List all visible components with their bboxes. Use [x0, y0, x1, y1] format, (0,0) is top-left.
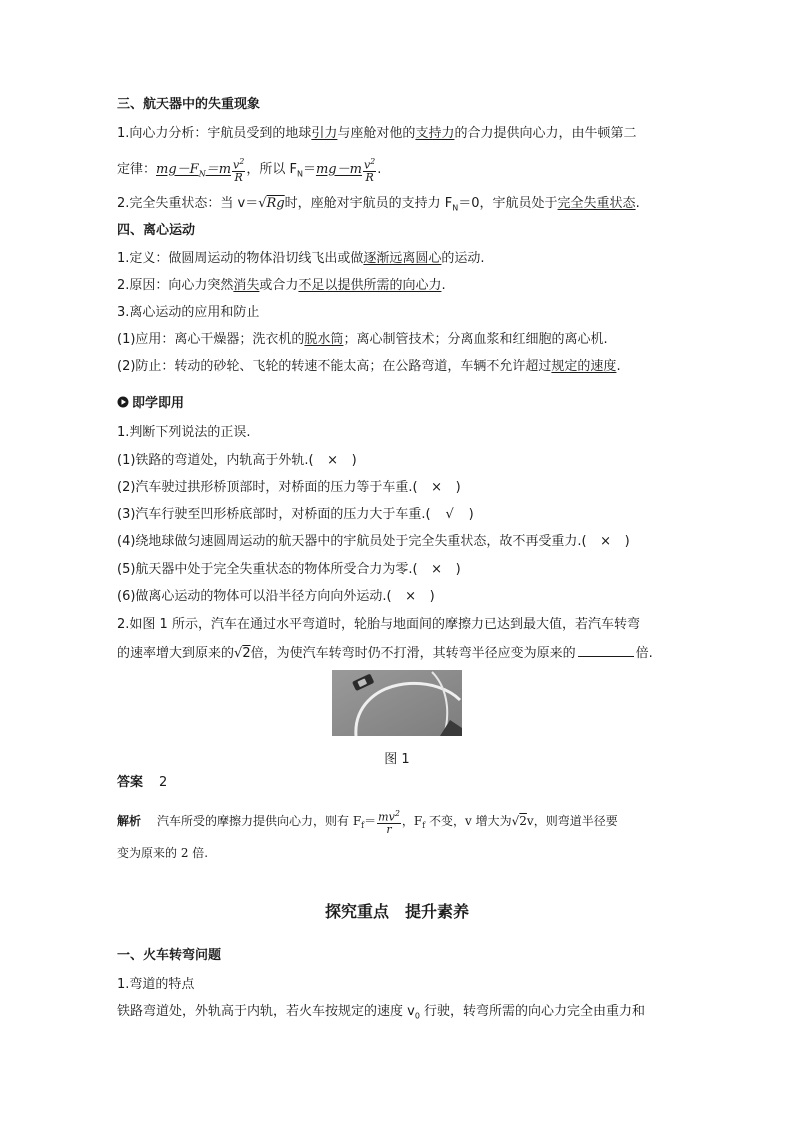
judgement-item: (6)做离心运动的物体可以沿半径方向向外运动.( × )	[117, 589, 435, 604]
complete-weightlessness-line: 2.完全失重状态：当 v＝√Rg时，座舱对宇航员的支持力 $F_N=0$，宇航员处于完全失重状态.	[117, 196, 640, 213]
question-2-line2: 的速率增大到原来的√2倍，为使汽车转弯时仍不打滑，其转弯半径应变为原来的 倍.	[117, 646, 653, 661]
centrifugal-prevention: (2)防止：转动的砂轮、飞轮的转速不能太高；在公路弯道，车辆不允许超过规定的速度.	[117, 359, 621, 374]
centrifugal-definition: 1.定义：做圆周运动的物体沿切线飞出或做逐渐远离圆心的运动.	[117, 251, 485, 266]
section-heading-centrifugal: 四、离心运动	[117, 223, 196, 238]
section-heading-weightlessness: 三、航天器中的失重现象	[117, 97, 261, 112]
judgement-item: (1)铁路的弯道处，内轨高于外轨.( × )	[117, 453, 357, 468]
section-title-explore: 探究重点 提升素养	[324, 902, 469, 921]
play-circle-icon	[117, 396, 129, 408]
question-1-title: 1.判断下列说法的正误.	[117, 425, 251, 440]
train-curve-paragraph: 铁路弯道处，外轨高于内轨，若火车按规定的速度 $v_0$ 行驶，转弯所需的向心力完全由重力和	[117, 1004, 646, 1021]
judgement-item: (5)航天器中处于完全失重状态的物体所受合力为零.( × )	[117, 562, 461, 577]
centrifugal-cause: 2.原因：向心力突然消失或合力不足以提供所需的向心力.	[117, 278, 446, 293]
subheading-curve-features: 1.弯道的特点	[117, 977, 195, 992]
figure-car-on-curve	[332, 670, 462, 736]
judgement-item: (3)汽车行驶至凹形桥底部时，对桥面的压力大于车重.( √ )	[117, 507, 474, 522]
centrifugal-apps-heading: 3.离心运动的应用和防止	[117, 305, 260, 320]
judgement-item: (2)汽车驶过拱形桥顶部时，对桥面的压力等于车重.( × )	[117, 480, 461, 495]
fraction-v2-over-r: $\frac{v^2}{R}$	[233, 157, 245, 184]
centrifugal-application: (1)应用：离心干燥器；洗衣机的脱水筒；离心制管技术；分离血浆和红细胞的离心机.	[117, 332, 608, 347]
car-curve-photo	[332, 670, 462, 736]
analysis-line2: 变为原来的 2 倍.	[117, 846, 209, 860]
centripetal-analysis-line1: 1.向心力分析：宇航员受到的地球引力与座舱对他的支持力的合力提供向心力，由牛顿第二	[117, 126, 637, 141]
practice-heading: 即学即用	[117, 396, 184, 412]
analysis-line1: 解析 汽车所受的摩擦力提供向心力，则有 $F_f=$ $\frac{mv^2}{r}$ ，$F_f$ 不变，v 增大为√2v，则弯道半径要	[117, 809, 618, 836]
judgement-item: (4)绕地球做匀速圆周运动的航天器中的宇航员处于完全失重状态，故不再受重力.( × )	[117, 534, 630, 549]
heading-train-turning: 一、火车转弯问题	[117, 948, 222, 963]
figure-caption: 图 1	[384, 752, 410, 767]
centripetal-analysis-line2: 定律：$mg-F_N=m$ $\frac{v^2}{R}$ ，所以 $F_N=mg-m$ $\frac{v^2}{R}$ .	[117, 157, 382, 184]
answer-blank	[578, 644, 634, 657]
question-2-line1: 2.如图 1 所示，汽车在通过水平弯道时，轮胎与地面间的摩擦力已达到最大值，若汽车转弯	[117, 617, 640, 632]
answer-line: 答案 2	[117, 775, 168, 790]
